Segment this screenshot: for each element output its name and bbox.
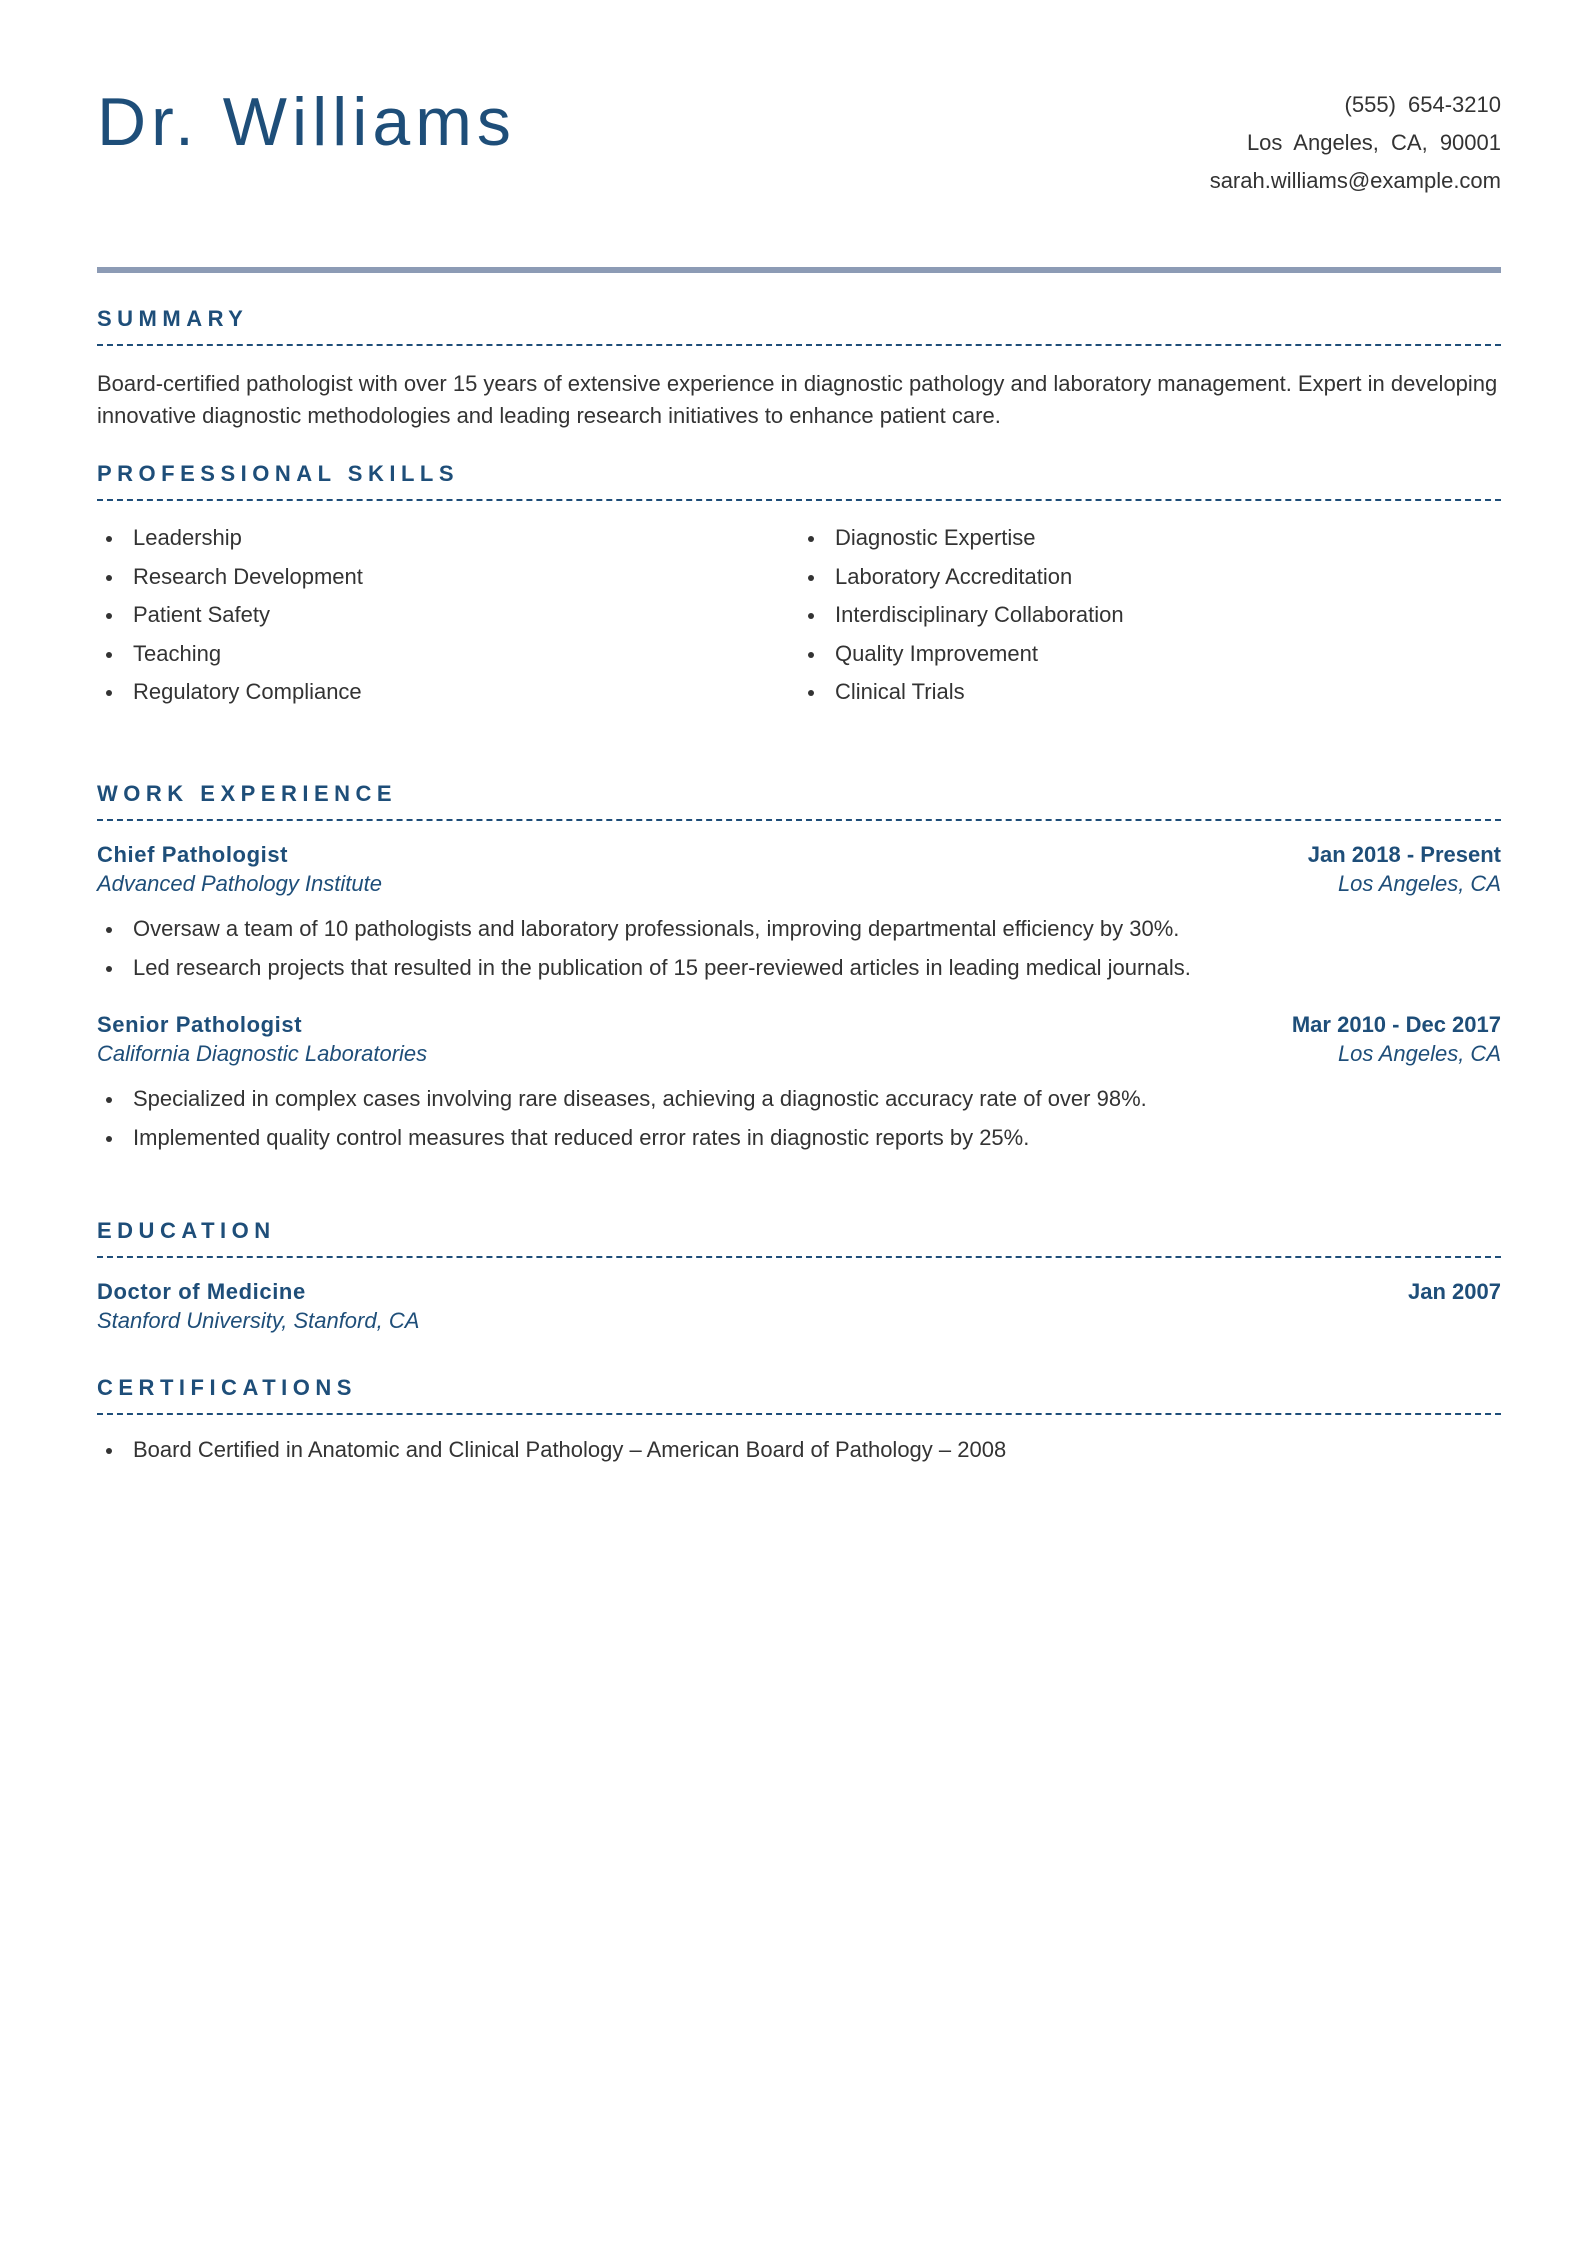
work-experience-heading: WORK EXPERIENCE [97, 781, 1501, 821]
job-dates: Mar 2010 - Dec 2017 [1291, 1012, 1501, 1037]
summary-heading: SUMMARY [97, 306, 1501, 346]
education-sub-row [97, 1308, 1501, 1334]
address: Los Angeles, CA, 90001 [1246, 130, 1501, 155]
education-header-row [97, 1279, 1501, 1305]
skill-item: Regulatory Compliance [97, 673, 799, 712]
skill-item: Interdisciplinary Collaboration [799, 596, 1501, 635]
email-address: sarah.williams@example.com [1209, 168, 1501, 193]
job-dates: Jan 2018 - Present [1307, 842, 1501, 867]
skills-column-left [97, 519, 799, 712]
job-title: Senior Pathologist [97, 1012, 303, 1037]
work-experience-section [97, 781, 1501, 1157]
education-section [97, 1218, 1501, 1334]
job-location: Los Angeles, CA [1337, 871, 1501, 896]
phone-number: (555) 654-3210 [1344, 92, 1501, 117]
certification-item: Board Certified in Anatomic and Clinical Pathology – American Board of Pathology – 2008 [97, 1431, 1501, 1470]
skills-heading: PROFESSIONAL SKILLS [97, 461, 1501, 501]
job-title: Chief Pathologist [97, 842, 289, 867]
job-bullet: Implemented quality control measures that reduced error rates in diagnostic reports by 25%. [97, 1119, 1501, 1158]
job-sub-row [97, 871, 1501, 897]
job-header-row [97, 1012, 1501, 1038]
job-sub-row [97, 1041, 1501, 1067]
job-bullet: Oversaw a team of 10 pathologists and laboratory professionals, improving departmental efficiency by 30%. [97, 910, 1501, 949]
skills-grid [97, 519, 1501, 712]
job-bullets [97, 1080, 1501, 1157]
contact-block [1210, 86, 1501, 200]
job-header-row [97, 842, 1501, 868]
company-name: California Diagnostic Laboratories [97, 1041, 428, 1066]
skill-item: Diagnostic Expertise [799, 519, 1501, 558]
skill-item: Patient Safety [97, 596, 799, 635]
certifications-section [97, 1375, 1501, 1470]
education-heading: EDUCATION [97, 1218, 1501, 1258]
job-bullet: Led research projects that resulted in the publication of 15 peer-reviewed articles in leading medical journals. [97, 949, 1501, 988]
job-entry [97, 1012, 1501, 1157]
skills-column-right [799, 519, 1501, 712]
summary-section [97, 306, 1501, 432]
graduation-date: Jan 2007 [1408, 1279, 1501, 1304]
school-name: Stanford University, Stanford, CA [97, 1308, 420, 1333]
skill-item: Research Development [97, 558, 799, 597]
degree-name: Doctor of Medicine [97, 1279, 306, 1304]
skill-item: Clinical Trials [799, 673, 1501, 712]
resume-page [97, 0, 1501, 1462]
resume-header [97, 0, 1501, 273]
job-location: Los Angeles, CA [1337, 1041, 1501, 1066]
job-entry [97, 842, 1501, 987]
certifications-heading: CERTIFICATIONS [97, 1375, 1501, 1415]
certifications-list [97, 1431, 1501, 1470]
job-bullet: Specialized in complex cases involving rare diseases, achieving a diagnostic accuracy rate of over 98%. [97, 1080, 1501, 1119]
job-bullets [97, 910, 1501, 987]
company-name: Advanced Pathology Institute [97, 871, 382, 896]
skill-item: Leadership [97, 519, 799, 558]
summary-text: Board-certified pathologist with over 15 years of extensive experience in diagnostic pathology and laboratory management. Expert in developing innovative diagnostic methodologies and leading research initiatives to enhance patient care. [97, 371, 1498, 428]
education-entry [97, 1279, 1501, 1334]
skill-item: Laboratory Accreditation [799, 558, 1501, 597]
skills-section [97, 461, 1501, 712]
candidate-name: Dr. Williams [97, 84, 516, 160]
skill-item: Teaching [97, 635, 799, 674]
skill-item: Quality Improvement [799, 635, 1501, 674]
